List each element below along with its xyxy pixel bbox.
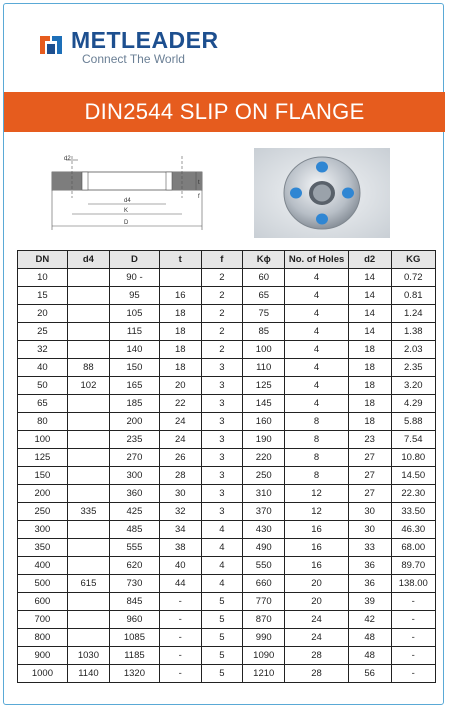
table-cell: 3 xyxy=(201,395,243,413)
table-cell: 4 xyxy=(285,359,348,377)
table-cell: 335 xyxy=(67,503,109,521)
table-cell: 39 xyxy=(348,593,391,611)
table-row xyxy=(18,359,436,377)
table-cell: - xyxy=(391,629,435,647)
table-cell: 16 xyxy=(285,557,348,575)
col-header-t: t xyxy=(159,251,201,269)
table-cell: 4 xyxy=(285,377,348,395)
table-cell xyxy=(67,431,109,449)
table-cell xyxy=(67,305,109,323)
table-cell: 23 xyxy=(348,431,391,449)
table-cell: 360 xyxy=(110,485,160,503)
table-cell: 900 xyxy=(18,647,68,665)
table-cell: 960 xyxy=(110,611,160,629)
table-cell: 8 xyxy=(285,413,348,431)
table-cell: 190 xyxy=(243,431,285,449)
table-cell: 10.80 xyxy=(391,449,435,467)
table-row xyxy=(18,269,436,287)
table-cell: - xyxy=(391,665,435,683)
table-cell: 3 xyxy=(201,467,243,485)
table-cell: 50 xyxy=(18,377,68,395)
table-cell: 200 xyxy=(110,413,160,431)
table-cell: - xyxy=(391,611,435,629)
table-cell: 16 xyxy=(159,287,201,305)
table-cell: 8 xyxy=(285,431,348,449)
table-cell: 300 xyxy=(110,467,160,485)
table-cell: 18 xyxy=(159,305,201,323)
table-cell: 56 xyxy=(348,665,391,683)
table-cell: - xyxy=(159,629,201,647)
table-cell: 870 xyxy=(243,611,285,629)
table-cell: 28 xyxy=(159,467,201,485)
table-cell: 33 xyxy=(348,539,391,557)
table-cell: 490 xyxy=(243,539,285,557)
col-header-dn: DN xyxy=(18,251,68,269)
drawing-label-t: t xyxy=(198,180,200,186)
drawing-label-d4: d4 xyxy=(124,198,131,204)
table-cell: 24 xyxy=(285,629,348,647)
table-cell xyxy=(67,629,109,647)
table-cell: 65 xyxy=(18,395,68,413)
table-cell: 1210 xyxy=(243,665,285,683)
table-cell: 14 xyxy=(348,305,391,323)
table-cell: 2 xyxy=(201,269,243,287)
drawing-label-d2: d2 xyxy=(64,156,71,162)
table-cell: 85 xyxy=(243,323,285,341)
table-cell: 5 xyxy=(201,629,243,647)
brand-tagline: Connect The World xyxy=(82,52,185,66)
table-cell: 75 xyxy=(243,305,285,323)
table-cell: 60 xyxy=(243,269,285,287)
brand-name: METLEADER xyxy=(71,27,219,53)
table-row xyxy=(18,485,436,503)
table-cell: 3 xyxy=(201,431,243,449)
table-cell: 18 xyxy=(159,341,201,359)
table-cell: 700 xyxy=(18,611,68,629)
table-row xyxy=(18,377,436,395)
table-row xyxy=(18,611,436,629)
table-cell: 310 xyxy=(243,485,285,503)
table-cell: 28 xyxy=(285,665,348,683)
table-row xyxy=(18,557,436,575)
table-cell: 18 xyxy=(348,413,391,431)
table-cell: 3 xyxy=(201,449,243,467)
table-cell: 10 xyxy=(18,269,68,287)
table-cell: 430 xyxy=(243,521,285,539)
table-cell: 20 xyxy=(159,377,201,395)
flange-dimension-table xyxy=(17,250,436,683)
table-header-row xyxy=(18,251,436,269)
table-cell: 2 xyxy=(201,287,243,305)
table-cell: 27 xyxy=(348,485,391,503)
table-cell: 110 xyxy=(243,359,285,377)
table-cell: 770 xyxy=(243,593,285,611)
table-cell: - xyxy=(159,647,201,665)
table-cell: 12 xyxy=(285,485,348,503)
table-cell: 24 xyxy=(159,431,201,449)
table-cell xyxy=(67,341,109,359)
table-cell: 5 xyxy=(201,611,243,629)
table-cell: 36 xyxy=(348,575,391,593)
table-cell: 36 xyxy=(348,557,391,575)
drawing-label-K: K xyxy=(124,208,129,214)
table-cell: 14.50 xyxy=(391,467,435,485)
col-header-f: f xyxy=(201,251,243,269)
table-cell: 5 xyxy=(201,665,243,683)
table-row xyxy=(18,413,436,431)
table-cell: 20 xyxy=(18,305,68,323)
table-cell: 1090 xyxy=(243,647,285,665)
table-cell: 125 xyxy=(243,377,285,395)
table-cell: 235 xyxy=(110,431,160,449)
table-cell: 400 xyxy=(18,557,68,575)
table-cell: 4 xyxy=(285,323,348,341)
table-row xyxy=(18,629,436,647)
table-cell: 3 xyxy=(201,377,243,395)
table-row xyxy=(18,287,436,305)
table-cell: 1185 xyxy=(110,647,160,665)
col-header-D: D xyxy=(110,251,160,269)
table-cell: - xyxy=(159,665,201,683)
table-cell: 550 xyxy=(243,557,285,575)
table-body xyxy=(18,269,436,683)
table-cell: 33.50 xyxy=(391,503,435,521)
table-cell: - xyxy=(159,611,201,629)
table-cell: 1000 xyxy=(18,665,68,683)
table-cell: 4 xyxy=(201,539,243,557)
table-row xyxy=(18,521,436,539)
table-row xyxy=(18,449,436,467)
table-cell: 5.88 xyxy=(391,413,435,431)
table-cell xyxy=(159,269,201,287)
table-cell: 30 xyxy=(348,521,391,539)
table-cell: 30 xyxy=(348,503,391,521)
table-cell: 14 xyxy=(348,287,391,305)
table-cell: 200 xyxy=(18,485,68,503)
col-header-d4: d4 xyxy=(67,251,109,269)
table-cell: 800 xyxy=(18,629,68,647)
table-cell: 138.00 xyxy=(391,575,435,593)
table-row xyxy=(18,431,436,449)
table-cell: 18 xyxy=(348,341,391,359)
table-cell: 1140 xyxy=(67,665,109,683)
table-cell: 0.81 xyxy=(391,287,435,305)
table-cell: 165 xyxy=(110,377,160,395)
table-cell: 2 xyxy=(201,323,243,341)
table-cell: 32 xyxy=(159,503,201,521)
table-cell: 4 xyxy=(201,557,243,575)
table-cell: 38 xyxy=(159,539,201,557)
table-cell: 16 xyxy=(285,539,348,557)
table-cell: 14 xyxy=(348,269,391,287)
table-cell: 46.30 xyxy=(391,521,435,539)
table-cell: 4 xyxy=(285,341,348,359)
table-cell: 3.20 xyxy=(391,377,435,395)
col-header-k: Kϕ xyxy=(243,251,285,269)
table-row xyxy=(18,395,436,413)
table-cell: 24 xyxy=(285,611,348,629)
table-row xyxy=(18,647,436,665)
table-cell: 105 xyxy=(110,305,160,323)
table-cell: 48 xyxy=(348,629,391,647)
table-cell: 3 xyxy=(201,485,243,503)
table-cell: 350 xyxy=(18,539,68,557)
table-cell: 27 xyxy=(348,467,391,485)
table-cell: 2 xyxy=(201,341,243,359)
table-cell xyxy=(67,539,109,557)
table-cell xyxy=(67,395,109,413)
table-cell xyxy=(67,323,109,341)
table-cell: 18 xyxy=(348,359,391,377)
table-cell: 3 xyxy=(201,413,243,431)
table-cell: 250 xyxy=(243,467,285,485)
table-row xyxy=(18,341,436,359)
table-cell: 100 xyxy=(18,431,68,449)
table-cell xyxy=(67,611,109,629)
table-cell: 300 xyxy=(18,521,68,539)
table-cell: 12 xyxy=(285,503,348,521)
table-cell: 600 xyxy=(18,593,68,611)
table-cell: 14 xyxy=(348,323,391,341)
table-cell: 485 xyxy=(110,521,160,539)
table-cell: 40 xyxy=(159,557,201,575)
table-row xyxy=(18,539,436,557)
table-cell: 4 xyxy=(285,287,348,305)
table-cell: 95 xyxy=(110,287,160,305)
metleader-logo-icon xyxy=(38,30,68,60)
table-cell: 18 xyxy=(348,395,391,413)
table-cell: 500 xyxy=(18,575,68,593)
table-cell: 0.72 xyxy=(391,269,435,287)
table-cell: 3 xyxy=(201,503,243,521)
table-cell: 1320 xyxy=(110,665,160,683)
table-cell: 4 xyxy=(285,395,348,413)
table-cell: 18 xyxy=(348,377,391,395)
table-cell: 160 xyxy=(243,413,285,431)
table-cell: 30 xyxy=(159,485,201,503)
brand-header xyxy=(38,27,298,70)
table-cell: 26 xyxy=(159,449,201,467)
table-cell xyxy=(67,449,109,467)
table-cell: 620 xyxy=(110,557,160,575)
table-cell: 65 xyxy=(243,287,285,305)
table-cell: 48 xyxy=(348,647,391,665)
table-cell: 150 xyxy=(18,467,68,485)
table-cell: 115 xyxy=(110,323,160,341)
table-cell: 68.00 xyxy=(391,539,435,557)
table-row xyxy=(18,467,436,485)
table-row xyxy=(18,593,436,611)
table-cell: 90 - xyxy=(110,269,160,287)
table-cell: 24 xyxy=(159,413,201,431)
table-row xyxy=(18,665,436,683)
flange-product-photo xyxy=(254,148,390,238)
table-cell: 4 xyxy=(285,305,348,323)
table-cell: 100 xyxy=(243,341,285,359)
col-header-kg: KG xyxy=(391,251,435,269)
table-cell: 34 xyxy=(159,521,201,539)
table-cell: - xyxy=(159,593,201,611)
table-cell: 250 xyxy=(18,503,68,521)
table-cell: 2.35 xyxy=(391,359,435,377)
table-cell: 845 xyxy=(110,593,160,611)
table-cell: 4.29 xyxy=(391,395,435,413)
table-cell: 990 xyxy=(243,629,285,647)
table-cell: 125 xyxy=(18,449,68,467)
table-cell: 5 xyxy=(201,593,243,611)
table-cell: 185 xyxy=(110,395,160,413)
table-cell xyxy=(67,485,109,503)
table-cell xyxy=(67,557,109,575)
table-cell: 27 xyxy=(348,449,391,467)
table-cell: 102 xyxy=(67,377,109,395)
drawing-label-D: D xyxy=(124,220,129,226)
table-cell: 660 xyxy=(243,575,285,593)
table-row xyxy=(18,323,436,341)
table-cell: 18 xyxy=(159,359,201,377)
table-cell: 3 xyxy=(201,359,243,377)
table-cell: 44 xyxy=(159,575,201,593)
table-cell: 730 xyxy=(110,575,160,593)
table-cell: 615 xyxy=(67,575,109,593)
table-cell xyxy=(67,287,109,305)
table-cell: - xyxy=(391,647,435,665)
table-cell: 1.38 xyxy=(391,323,435,341)
table-cell: 2.03 xyxy=(391,341,435,359)
table-cell: 555 xyxy=(110,539,160,557)
table-cell: 150 xyxy=(110,359,160,377)
table-cell: 1.24 xyxy=(391,305,435,323)
table-cell: 89.70 xyxy=(391,557,435,575)
table-cell xyxy=(67,413,109,431)
table-cell: 4 xyxy=(201,521,243,539)
table-cell: 4 xyxy=(285,269,348,287)
table-cell: 5 xyxy=(201,647,243,665)
table-cell: 1030 xyxy=(67,647,109,665)
table-cell: 32 xyxy=(18,341,68,359)
table-cell: 140 xyxy=(110,341,160,359)
page-title-banner: DIN2544 SLIP ON FLANGE xyxy=(4,92,445,132)
table-cell: 7.54 xyxy=(391,431,435,449)
table-cell: - xyxy=(391,593,435,611)
col-header-holes: No. of Holes xyxy=(285,251,348,269)
drawing-label-f: f xyxy=(198,194,200,200)
table-cell: 42 xyxy=(348,611,391,629)
table-cell: 20 xyxy=(285,593,348,611)
table-cell: 16 xyxy=(285,521,348,539)
col-header-d2: d2 xyxy=(348,251,391,269)
table-cell: 145 xyxy=(243,395,285,413)
table-cell xyxy=(67,593,109,611)
table-cell: 18 xyxy=(159,323,201,341)
table-cell: 22.30 xyxy=(391,485,435,503)
table-cell: 8 xyxy=(285,449,348,467)
table-cell: 80 xyxy=(18,413,68,431)
table-cell: 425 xyxy=(110,503,160,521)
table-cell xyxy=(67,521,109,539)
table-row xyxy=(18,305,436,323)
table-cell xyxy=(67,269,109,287)
table-cell: 220 xyxy=(243,449,285,467)
table-cell: 25 xyxy=(18,323,68,341)
table-cell: 2 xyxy=(201,305,243,323)
table-cell: 40 xyxy=(18,359,68,377)
table-cell xyxy=(67,467,109,485)
table-cell: 20 xyxy=(285,575,348,593)
table-cell: 370 xyxy=(243,503,285,521)
table-cell: 15 xyxy=(18,287,68,305)
table-cell: 8 xyxy=(285,467,348,485)
table-cell: 4 xyxy=(201,575,243,593)
table-cell: 270 xyxy=(110,449,160,467)
table-row xyxy=(18,575,436,593)
table-cell: 28 xyxy=(285,647,348,665)
table-cell: 88 xyxy=(67,359,109,377)
table-cell: 22 xyxy=(159,395,201,413)
table-row xyxy=(18,503,436,521)
table-cell: 1085 xyxy=(110,629,160,647)
flange-technical-drawing xyxy=(44,150,204,240)
